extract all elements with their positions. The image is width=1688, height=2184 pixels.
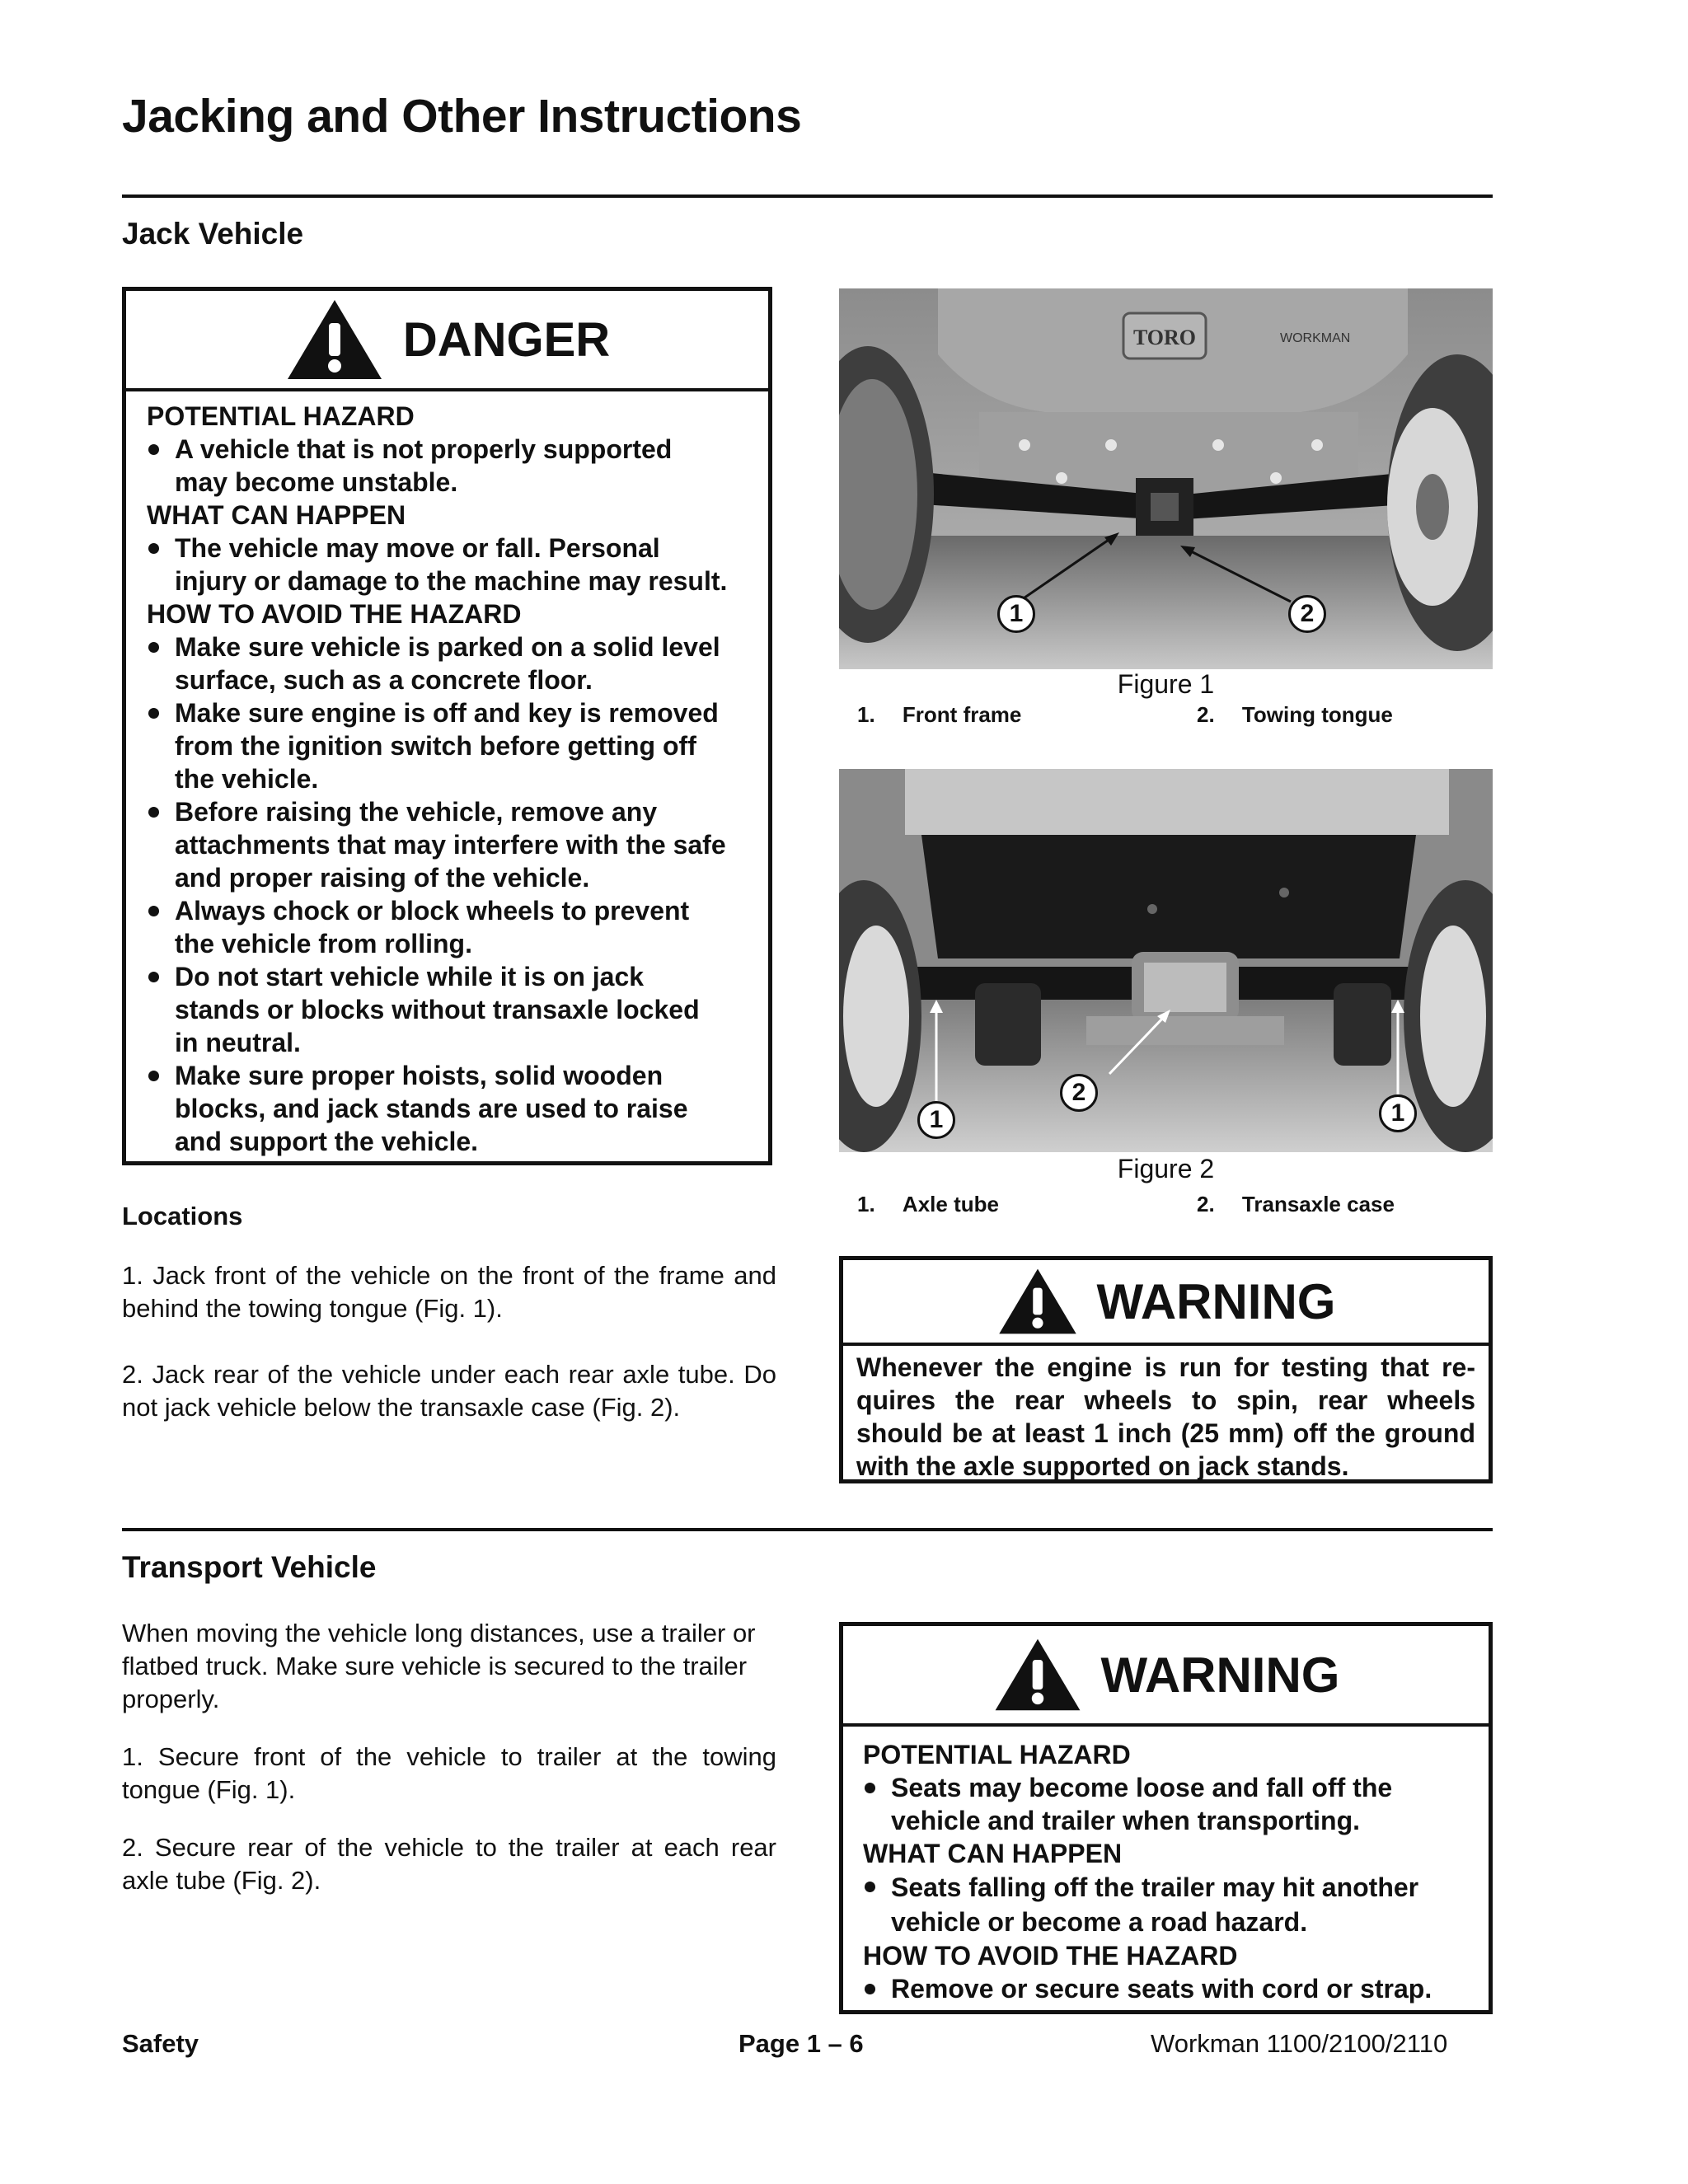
danger-signal-word: DANGER [402,312,611,367]
warning-potential-hazard-label: POTENTIAL HAZARD [863,1740,1131,1769]
danger-body [126,391,768,1158]
figure-1-photo [839,288,1493,669]
warning-happen-line: vehicle or become a road hazard. [891,1907,1308,1937]
danger-hazard-line: A vehicle that is not properly supported [175,434,673,464]
figure-1-caption: Figure 1 [1117,669,1215,699]
danger-avoid-line: Make sure vehicle is parked on a solid level [175,632,720,662]
warning-box-seats [839,1622,1493,2014]
page-title: Jacking and Other Instructions [122,90,802,143]
warning-line: should be at least 1 inch (25 mm) off the ground [856,1418,1475,1448]
legend-text: Towing tongue [1241,702,1393,727]
legend-text: Transaxle case [1241,1192,1395,1216]
transport-step-1: 1. Secure front of the vehicle to trailer at the towing tongue (Fig. 1). [122,1742,776,1804]
danger-avoid-line: the vehicle from rolling. [175,929,472,958]
figure-1-callout-2: 2 [1288,595,1326,633]
danger-avoid-line: surface, such as a concrete floor. [175,665,593,695]
figure-2-callout-2: 2 [1060,1074,1098,1112]
warning-triangle-icon [284,297,385,382]
footer-page-number: Page 1 – 6 [738,2029,864,2058]
danger-box [122,287,772,1165]
title-divider [122,194,1493,198]
figure-2-callout-1-right: 1 [1379,1094,1417,1132]
danger-hazard-line: may become unstable. [175,467,458,497]
danger-avoid-line: attachments that may interfere with the safe [175,830,726,860]
figure-1-callout-1: 1 [997,595,1035,633]
warning-line: Whenever the engine is run for testing that re- [856,1352,1475,1382]
footer-model-name: Workman 1100/2100/2110 [1151,2029,1448,2058]
warning-box-engine-testing [839,1256,1493,1483]
warning-triangle-icon [992,1636,1083,1713]
figure-2-caption: Figure 2 [1117,1154,1215,1183]
danger-avoid-line: Do not start vehicle while it is on jack [175,962,645,991]
danger-avoid-line: stands or blocks without transaxle locked [175,995,700,1024]
workman-logo-text: WORKMAN [1280,331,1351,345]
danger-how-to-avoid-label: HOW TO AVOID THE HAZARD [147,599,522,629]
danger-avoid-line: Before raising the vehicle, remove any [175,797,658,827]
danger-avoid-line: and proper raising of the vehicle. [175,863,590,893]
legend-text: Axle tube [902,1192,999,1216]
danger-avoid-bullet [147,894,768,960]
danger-avoid-line: and support the vehicle. [175,1127,479,1156]
legend-number: 2. [1197,1192,1215,1216]
warning-hazard-line: Seats may become loose and fall off the [891,1773,1393,1802]
warning-hazard-line: vehicle and trailer when transporting. [891,1806,1361,1835]
warning-avoid-bullet [863,1972,1489,2005]
danger-hazard-bullet [147,433,768,499]
warning-triangle-icon [996,1266,1079,1337]
figure-2-legend-item-1 [857,1192,999,1217]
warning-header [843,1626,1489,1727]
legend-number: 1. [857,702,875,727]
figure-1-legend-item-1 [857,702,1021,728]
danger-avoid-line: blocks, and jack stands are used to raise [175,1094,688,1123]
warning-header [843,1260,1489,1346]
warning-happen-line: Seats falling off the trailer may hit another [891,1872,1419,1902]
locations-heading: Locations [122,1202,243,1230]
warning-how-to-avoid-label: HOW TO AVOID THE HAZARD [863,1941,1238,1971]
warning-avoid-line: Remove or secure seats with cord or strap. [891,1974,1432,2004]
figure-2-photo [839,769,1493,1152]
danger-happen-bullet [147,532,768,598]
section-divider [122,1528,1493,1531]
danger-avoid-bullet [147,960,768,1059]
danger-avoid-line: Make sure proper hoists, solid wooden [175,1061,663,1090]
transport-intro-paragraph: When moving the vehicle long distances, use a trailer or flatbed truck. Make sure vehicle is secured to the trailer properly. [122,1619,756,1713]
figure-2-callout-1-left: 1 [917,1101,955,1139]
warning-line: with the axle supported on jack stands. [856,1451,1349,1481]
warning-hazard-bullet [863,1771,1489,1837]
footer-section-name: Safety [122,2029,199,2058]
warning-body [843,1346,1489,1483]
danger-avoid-line: Always chock or block wheels to prevent [175,896,690,926]
warning-body [843,1727,1489,2005]
danger-happen-line: The vehicle may move or fall. Personal [175,533,660,563]
warning-signal-word: WARNING [1096,1273,1336,1329]
warning-line: quires the rear wheels to spin, rear wheels [856,1385,1475,1415]
danger-avoid-bullet [147,630,768,696]
danger-avoid-line: Make sure engine is off and key is removed [175,698,719,728]
warning-what-can-happen-label: WHAT CAN HAPPEN [863,1839,1123,1868]
transport-step-2: 2. Secure rear of the vehicle to the trailer at each rear axle tube (Fig. 2). [122,1833,776,1895]
front-frame-photo-image [839,288,1493,669]
jack-step-1: 1. Jack front of the vehicle on the front of the frame and behind the towing tongue (Fig. 1). [122,1261,776,1323]
legend-text: Front frame [902,702,1022,727]
warning-signal-word: WARNING [1100,1647,1340,1703]
danger-avoid-bullet [147,1059,768,1158]
danger-potential-hazard-label: POTENTIAL HAZARD [147,401,415,431]
section-title-transport-vehicle: Transport Vehicle [122,1550,377,1584]
warning-happen-bullet [863,1870,1489,1939]
danger-header [126,291,768,391]
legend-number: 1. [857,1192,875,1216]
danger-what-can-happen-label: WHAT CAN HAPPEN [147,500,406,530]
danger-avoid-line: the vehicle. [175,764,319,794]
legend-number: 2. [1197,702,1215,727]
figure-1-legend-item-2 [1197,702,1393,728]
section-title-jack-vehicle: Jack Vehicle [122,217,304,251]
danger-avoid-line: in neutral. [175,1028,301,1057]
danger-avoid-line: from the ignition switch before getting off [175,731,696,761]
danger-happen-line: injury or damage to the machine may result. [175,566,728,596]
danger-avoid-bullet [147,696,768,795]
toro-logo-text: TORO [1132,326,1197,349]
danger-avoid-bullet [147,795,768,894]
jack-step-2: 2. Jack rear of the vehicle under each rear axle tube. Do not jack vehicle below the transaxle case (Fig. 2). [122,1360,776,1422]
figure-2-legend-item-2 [1197,1192,1395,1217]
